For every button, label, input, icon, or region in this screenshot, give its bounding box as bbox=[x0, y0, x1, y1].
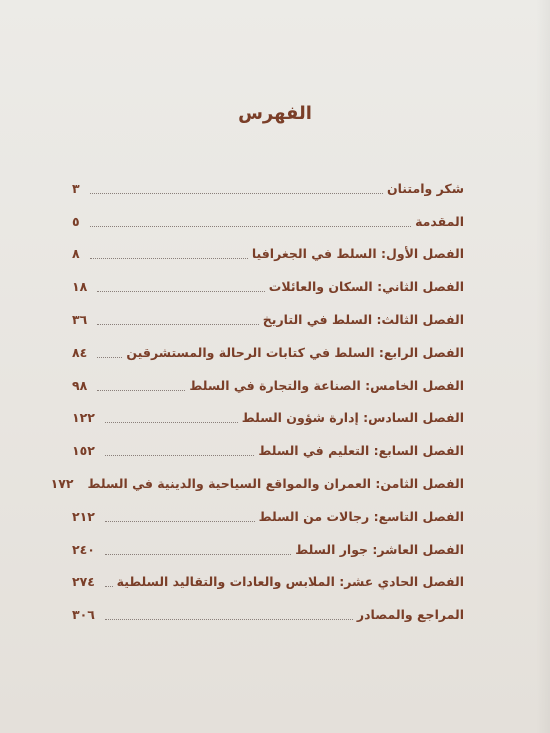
toc-entry-title: الفصل الحادي عشر: الملابس والعادات والتقاليد السلطية bbox=[116, 574, 464, 590]
toc-page-number: ٨ bbox=[72, 246, 80, 262]
toc-page-number: ٢٧٤ bbox=[72, 574, 95, 590]
toc-page-number: ٥ bbox=[72, 213, 80, 229]
toc-entry-title: شكر وامتنان bbox=[386, 180, 464, 196]
dotted-leader bbox=[105, 619, 353, 620]
toc-entry-references bbox=[72, 598, 464, 631]
toc-entry-chapter-11 bbox=[72, 566, 464, 599]
toc-entry-chapter-9 bbox=[72, 500, 464, 533]
dotted-leader bbox=[97, 291, 265, 292]
dotted-leader bbox=[97, 390, 185, 391]
toc-entry-title: الفصل الخامس: الصناعة والتجارة في السلط bbox=[189, 377, 464, 393]
toc-entry-introduction bbox=[72, 205, 464, 238]
dotted-leader bbox=[105, 521, 255, 522]
toc-entry-title: الفصل السادس: إدارة شؤون السلط bbox=[241, 410, 464, 426]
toc-entry-chapter-8 bbox=[50, 467, 464, 500]
toc-entry-title: الفصل العاشر: جوار السلط bbox=[295, 541, 464, 557]
toc-page-number: ١٨ bbox=[72, 279, 88, 295]
toc-page-number: ٣ bbox=[72, 180, 80, 196]
dotted-leader bbox=[105, 586, 113, 587]
toc-entry-chapter-2 bbox=[72, 270, 464, 303]
dotted-leader bbox=[105, 422, 238, 423]
toc-entry-title: الفصل التاسع: رجالات من السلط bbox=[258, 508, 464, 524]
toc-page-number: ٢١٢ bbox=[72, 508, 95, 524]
dotted-leader bbox=[105, 455, 254, 456]
dotted-leader bbox=[97, 324, 258, 325]
dotted-leader bbox=[90, 258, 248, 259]
toc-heading: الفهرس bbox=[238, 103, 312, 124]
toc-entry-title: الفصل الرابع: السلط في كتابات الرحالة والمستشرقين bbox=[126, 344, 464, 360]
table-of-contents bbox=[50, 172, 464, 631]
toc-page-number: ٩٨ bbox=[72, 377, 88, 393]
toc-page-number: ١٥٢ bbox=[72, 443, 95, 459]
toc-entry-title: الفصل الثاني: السكان والعائلات bbox=[268, 279, 464, 295]
toc-page-number: ١٢٢ bbox=[72, 410, 95, 426]
dotted-leader bbox=[105, 554, 291, 555]
dotted-leader bbox=[97, 357, 122, 358]
toc-page-number: ٣٦ bbox=[72, 312, 88, 328]
toc-entry-chapter-10 bbox=[72, 533, 464, 566]
toc-entry-title: المقدمة bbox=[415, 213, 464, 229]
toc-entry-chapter-4 bbox=[72, 336, 464, 369]
toc-entry-title: الفصل الثامن: العمران والمواقع السياحية والدينية في السلط bbox=[87, 476, 464, 492]
toc-page-number: ٨٤ bbox=[72, 344, 88, 360]
toc-entry-title: الفصل السابع: التعليم في السلط bbox=[258, 443, 464, 459]
dotted-leader bbox=[90, 226, 411, 227]
toc-entry-chapter-7 bbox=[72, 434, 464, 467]
toc-entry-title: المراجع والمصادر bbox=[356, 607, 464, 623]
toc-entry-title: الفصل الثالث: السلط في التاريخ bbox=[262, 312, 464, 328]
toc-entry-chapter-1 bbox=[72, 238, 464, 271]
toc-entry-chapter-5 bbox=[72, 369, 464, 402]
toc-page-number: ٣٠٦ bbox=[72, 607, 95, 623]
toc-page-number: ١٧٢ bbox=[50, 476, 74, 492]
toc-entry-title: الفصل الأول: السلط في الجغرافيا bbox=[251, 246, 464, 262]
toc-entry-chapter-3 bbox=[72, 303, 464, 336]
toc-page-number: ٢٤٠ bbox=[72, 541, 95, 557]
page-edge-shadow bbox=[536, 0, 550, 733]
dotted-leader bbox=[90, 193, 383, 194]
toc-entry-chapter-6 bbox=[72, 402, 464, 435]
toc-entry-acknowledgements bbox=[72, 172, 464, 205]
